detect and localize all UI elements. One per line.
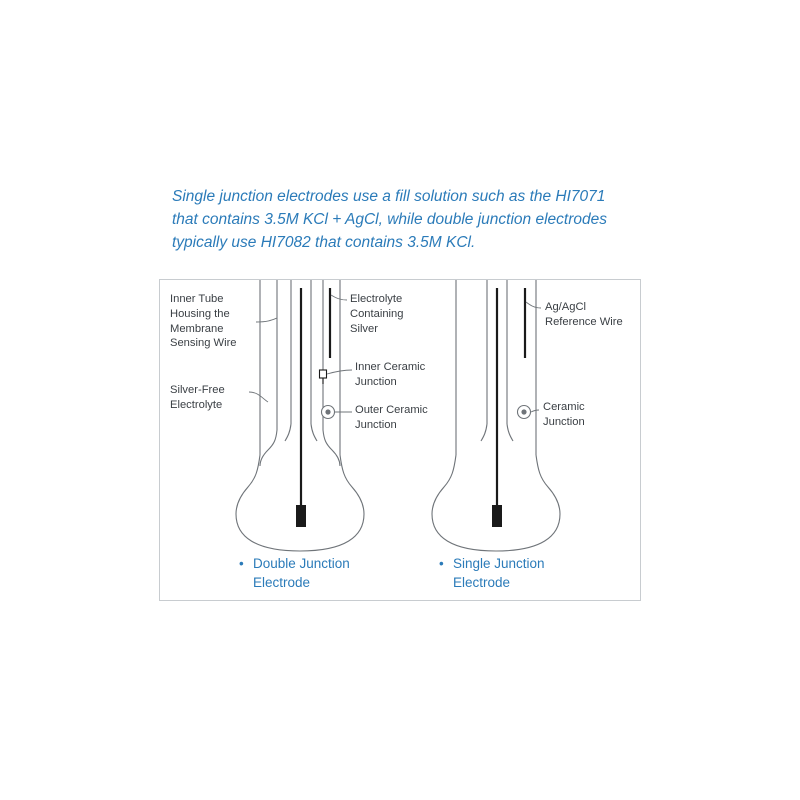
single-sensing-wire-tip [492,505,502,527]
callout-agagcl-line-2: Reference Wire [545,315,623,328]
callout-electrolyte-containing-silver [350,292,404,336]
callout-inner-tube [170,292,237,351]
caption-single-line-1: Single Junction [453,556,545,571]
callout-ceramic-line-2: Junction [543,415,585,428]
callout-inner-ceramic-junction [355,360,425,390]
caption-single-line-2: Electrode [453,575,511,591]
bullet-icon: • [439,556,444,571]
callout-outer-ceramic-line-1: Outer Ceramic [355,404,428,416]
callout-inner-tube-line-2: Housing the [170,307,230,320]
caption-double-junction [239,554,403,592]
caption-double-line-2: Electrode [253,575,311,591]
inner-ceramic-junction-marker [320,370,327,384]
outer-ceramic-junction-marker [322,406,335,419]
double-sensing-wire-tip [296,505,306,527]
callout-electrolyte-line-3: Silver [350,322,378,335]
callout-outer-ceramic-line-2: Junction [355,418,397,431]
callout-silver-free-line-1: Silver-Free [170,384,225,396]
callout-ag-agcl-reference-wire [545,300,623,330]
callout-inner-tube-line-3: Membrane [170,322,224,335]
callout-silver-free-electrolyte [170,383,225,413]
callout-silver-free-line-2: Electrolyte [170,398,223,411]
callout-outer-ceramic-junction [355,403,428,433]
caption-single-junction [439,554,603,592]
callout-inner-ceramic-line-2: Junction [355,375,397,388]
callout-ceramic-line-1: Ceramic [543,401,585,413]
intro-line-1: Single junction electrodes use a fill solution such as the HI7071 [172,188,606,205]
caption-double-line-1: Double Junction [253,556,350,571]
callout-inner-tube-line-4: Sensing Wire [170,337,237,350]
callout-inner-ceramic-line-1: Inner Ceramic [355,361,426,373]
ceramic-junction-marker [518,406,531,419]
callout-electrolyte-line-2: Containing [350,307,404,320]
bullet-icon: • [239,556,244,571]
callout-electrolyte-line-1: Electrolyte [350,293,403,305]
callout-agagcl-line-1: Ag/AgCl [545,301,587,313]
intro-line-2: that contains 3.5M KCl + AgCl, while double junction electrodes [172,210,607,228]
callout-inner-tube-line-1: Inner Tube [170,293,224,305]
intro-line-3: typically use HI7082 that contains 3.5M KCl. [172,233,476,251]
callout-ceramic-junction [543,400,585,430]
